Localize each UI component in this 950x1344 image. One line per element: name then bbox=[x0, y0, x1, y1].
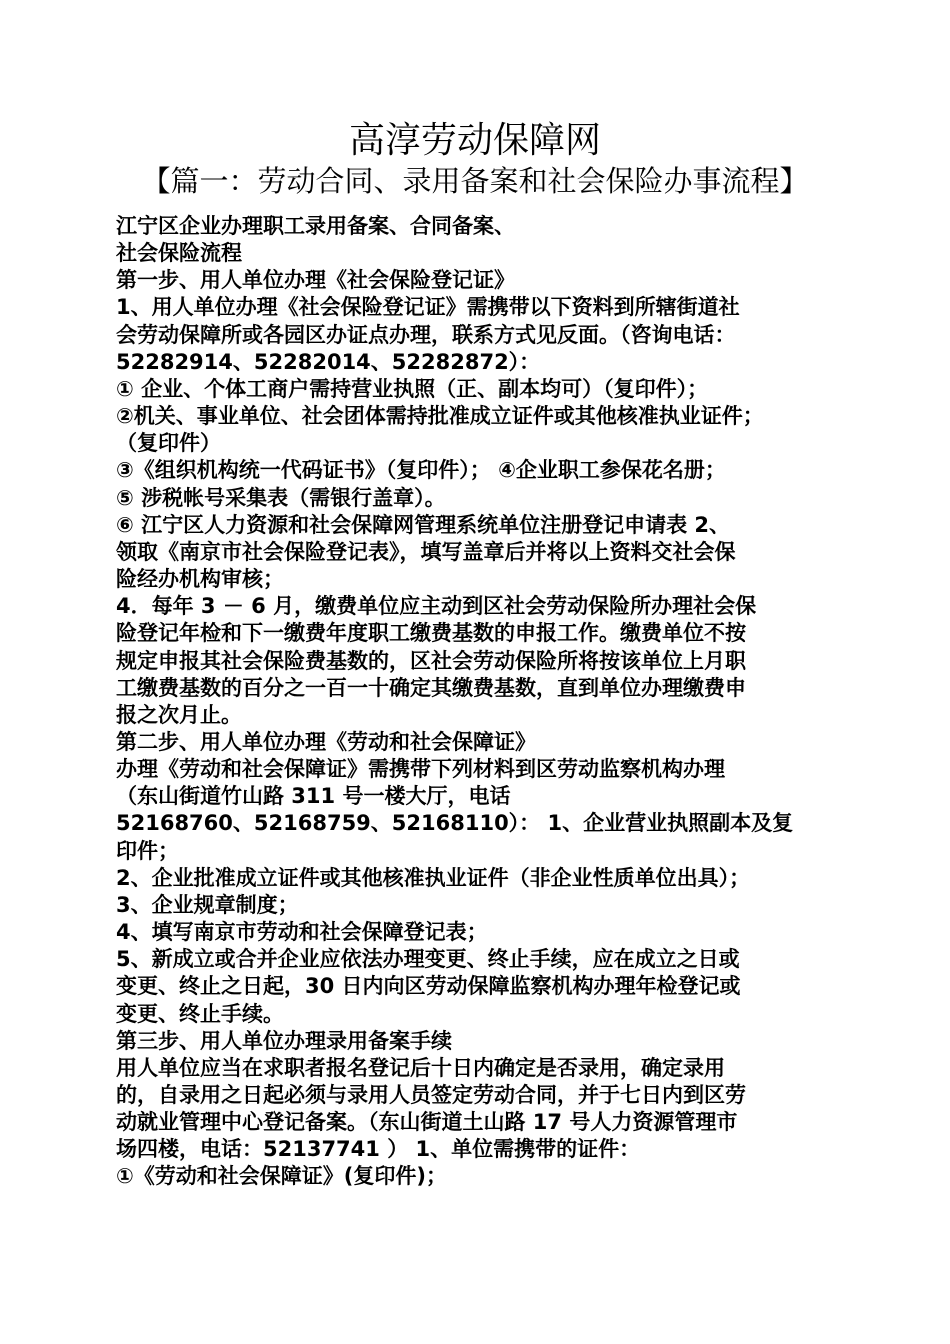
body-line: 用人单位应当在求职者报名登记后十日内确定是否录用，确定录用 bbox=[116, 1055, 725, 1080]
body-line: 4．每年 3 － 6 月，缴费单位应主动到区社会劳动保险所办理社会保 bbox=[116, 594, 757, 619]
body-line: 动就业管理中心登记备案。（东山街道土山路 17 号人力资源管理市 bbox=[116, 1110, 738, 1135]
body-line: （复印件） bbox=[116, 431, 221, 456]
body-line: 规定申报其社会保险费基数的，区社会劳动保险所将按该单位上月职 bbox=[116, 648, 746, 673]
body-line: 工缴费基数的百分之一百一十确定其缴费基数，直到单位办理缴费申 bbox=[116, 675, 746, 700]
body-line: ①《劳动和社会保障证》(复印件)； bbox=[116, 1164, 447, 1189]
document-subtitle: 【篇一：劳动合同、录用备案和社会保险办事流程】 bbox=[141, 164, 809, 198]
body-line: 会劳动保障所或各园区办证点办理，联系方式见反面。（咨询电话： bbox=[116, 322, 736, 347]
document-title: 高淳劳动保障网 bbox=[348, 120, 601, 161]
body-line: 的，自录用之日起必须与录用人员签定劳动合同，并于七日内到区劳 bbox=[116, 1083, 746, 1107]
body-line: ⑤ 涉税帐号采集表（需银行盖章）。 bbox=[116, 485, 446, 510]
body-line: 2、企业批准成立证件或其他核准执业证件（非企业性质单位出具）； bbox=[116, 865, 751, 890]
body-line: 险登记年检和下一缴费年度职工缴费基数的申报工作。缴费单位不按 bbox=[116, 621, 746, 646]
body-line: 52282914、52282014、52282872）： bbox=[116, 349, 541, 374]
body-line: ②机关、事业单位、社会团体需持批准成立证件或其他核准执业证件； bbox=[116, 404, 764, 429]
body-line: 第一步、用人单位办理《社会保险登记证》 bbox=[116, 268, 515, 293]
body-line: 第二步、用人单位办理《劳动和社会保障证》 bbox=[116, 729, 536, 754]
body-line: 险经办机构审核； bbox=[116, 567, 284, 592]
body-line: 报之次月止。 bbox=[116, 702, 242, 727]
body-line: （东山街道竹山路 311 号一楼大厅，电话 bbox=[116, 784, 511, 809]
body-line: 第三步、用人单位办理录用备案手续 bbox=[116, 1028, 452, 1053]
body-line: 3、企业规章制度； bbox=[116, 892, 299, 917]
body-line: 社会保险流程 bbox=[116, 241, 242, 266]
body-line: 变更、终止之日起，30 日内向区劳动保障监察机构办理年检登记或 bbox=[116, 974, 741, 999]
body-line: ③《组织机构统一代码证书》（复印件）； ④企业职工参保花名册； bbox=[116, 458, 726, 483]
body-line: 52168760、52168759、52168110）： 1、企业营业执照副本及复 bbox=[116, 811, 794, 836]
body-line: 领取《南京市社会保险登记表》，填写盖章后并将以上资料交社会保 bbox=[116, 539, 736, 564]
body-line: 变更、终止手续。 bbox=[116, 1001, 284, 1026]
body-line: 1、用人单位办理《社会保险登记证》需携带以下资料到所辖街道社 bbox=[116, 295, 740, 320]
body-line: 5、新成立或合并企业应依法办理变更、终止手续，应在成立之日或 bbox=[116, 947, 740, 972]
body-line: ⑥ 江宁区人力资源和社会保障网管理系统单位注册登记申请表 2、 bbox=[116, 512, 731, 537]
body-line: 办理《劳动和社会保障证》需携带下列材料到区劳动监察机构办理 bbox=[116, 757, 725, 782]
document-body bbox=[116, 213, 846, 1191]
body-line: 4、填写南京市劳动和社会保障登记表； bbox=[116, 920, 488, 945]
body-line: 场四楼，电话：52137741 ） 1、单位需携带的证件： bbox=[116, 1137, 641, 1162]
body-line: ① 企业、个体工商户需持营业执照（正、副本均可）（复印件）； bbox=[116, 376, 709, 401]
body-line: 江宁区企业办理职工录用备案、合同备案、 bbox=[116, 214, 515, 238]
body-line: 印件； bbox=[116, 838, 179, 863]
